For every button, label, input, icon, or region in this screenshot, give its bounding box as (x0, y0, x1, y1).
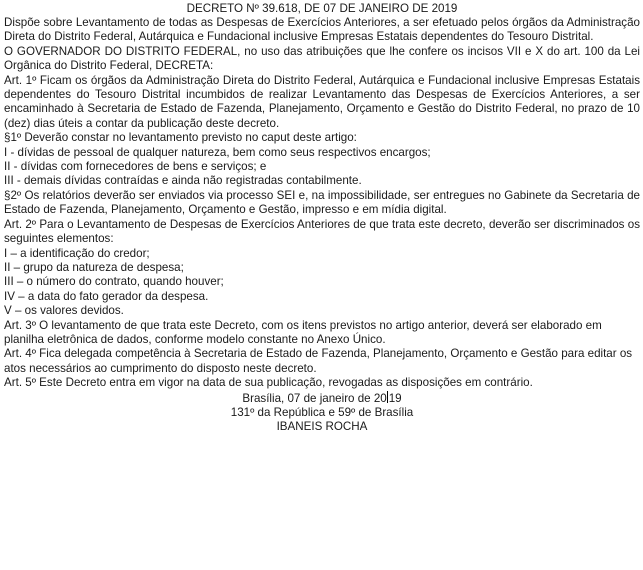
article-5: Art. 5º Este Decreto entra em vigor na data de sua publicação, revogadas as disposições em contrário. (4, 376, 533, 390)
article-1: Art. 1º Ficam os órgãos da Administração Direta do Distrito Federal, Autárquica e Fundacional inclusive Empresas Estatais dependentes do Tesouro Distrital incumbidos de realizar Levantamento das Despesas de Exercícios Anteriores, a ser encaminhado à Secretaria de Estado de Fazenda, Planejamento, Orçamento e Gestão do Distrito Federal, no prazo de 10 (dez) dias úteis a contar da publicação deste decreto. (4, 73, 640, 130)
signature-place-date-start: Brasília, 07 de janeiro de 20 (242, 391, 387, 405)
signature-place-date-end: 19 (388, 391, 402, 405)
article-4: Art. 4º Fica delegada competência à Secretaria de Estado de Fazenda, Planejamento, Orçamento e Gestão para editar os atos necessários ao cumprimento do disposto neste decreto. (4, 347, 633, 375)
article-1-paragraph-2: §2º Os relatórios deverão ser enviados via processo SEI e, na impossibilidade, ser entregues no Gabinete da Secretaria de Estado de Fazenda, Planejamento, Orçamento e Gestão, impresso e em mídia digital. (4, 188, 640, 217)
article-1-item: III - demais dívidas contraídas e ainda não registradas contabilmente. (4, 174, 362, 188)
signature-place-date (4, 391, 640, 406)
article-2-item: I – a identificação do credor; (4, 246, 150, 260)
article-2-item: III – o número do contrato, quando houver; (4, 275, 224, 289)
article-3: Art. 3º O levantamento de que trata este Decreto, com os itens previstos no artigo anterior, deverá ser elaborado em planilha eletrônica de dados, conforme modelo constante no Anexo Único. (4, 318, 602, 346)
decree-preamble: O GOVERNADOR DO DISTRITO FEDERAL, no uso das atribuições que lhe confere os incisos VII e X do art. 100 da Lei Orgânica do Distrito Federal, DECRETA: (4, 44, 640, 73)
article-1-paragraph-1: §1º Deverão constar no levantamento previsto no caput deste artigo: (4, 131, 357, 145)
article-2-item: II – grupo da natureza de despesa; (4, 260, 184, 274)
decree-ementa: Dispõe sobre Levantamento de todas as Despesas de Exercícios Anteriores, a ser efetuado pelos órgãos da Administração Direta do Distrito Federal, Autárquica e Fundacional inclusive Empresas Estatais dependentes do Tesouro Distrital. (4, 16, 640, 44)
decree-title: DECRETO Nº 39.618, DE 07 DE JANEIRO DE 2019 (186, 2, 458, 15)
article-2-item: V – os valores devidos. (4, 304, 124, 318)
text-cursor (387, 391, 388, 403)
signature-name: IBANEIS ROCHA (276, 420, 368, 434)
article-1-item: I - dívidas de pessoal de qualquer natureza, bem como seus respectivos encargos; (4, 145, 431, 159)
article-2-item: IV – a data do fato gerador da despesa. (4, 289, 209, 303)
signature-years: 131º da República e 59º de Brasília (230, 405, 414, 419)
article-1-item: II - dívidas com fornecedores de bens e serviços; e (4, 160, 267, 174)
article-2: Art. 2º Para o Levantamento de Despesas de Exercícios Anteriores de que trata este decreto, deverão ser discriminados os seguintes elementos: (4, 217, 640, 246)
